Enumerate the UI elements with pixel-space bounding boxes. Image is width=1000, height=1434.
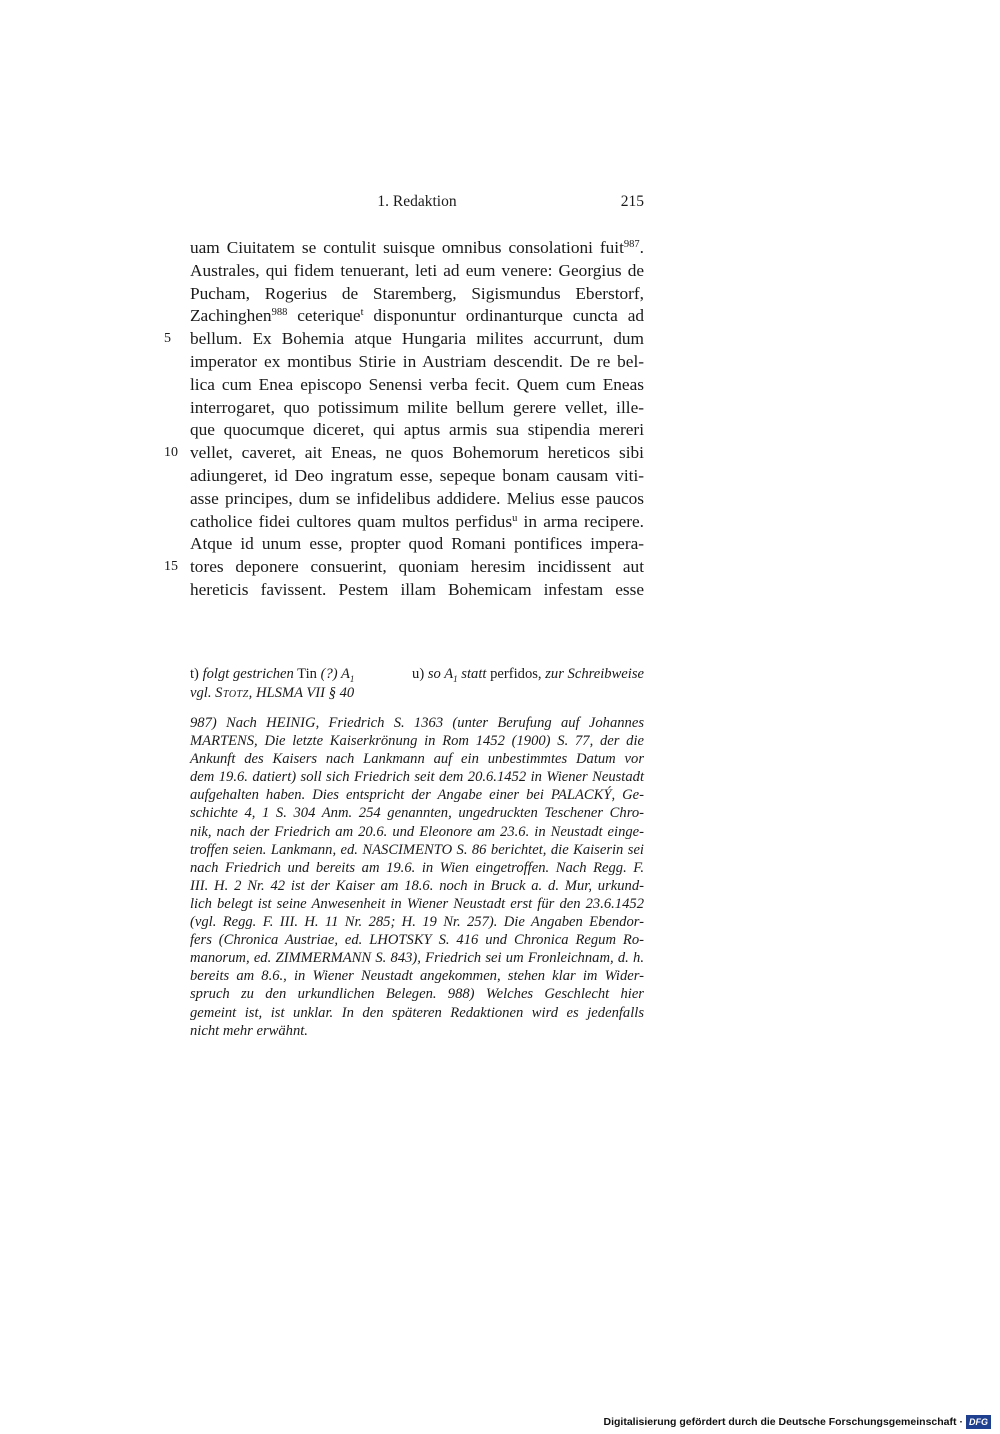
text-line: 15 tores deponere consuerint, quoniam heresim incidissent aut xyxy=(190,556,644,579)
footnote-line: nicht mehr erwähnt. xyxy=(190,1022,308,1039)
footnote-line: bereits am 8.6., in Wiener Neustadt angekommen, stehen klar im Wider- xyxy=(190,968,644,985)
footnote-line: MARTENS, Die letzte Kaiserkrönung in Rom 1452 (1900) S. 77, der die xyxy=(190,733,644,750)
footnote-line: (vgl. Regg. F. III. H. 11 Nr. 285; H. 19 Nr. 257). Die Angaben Ebendor- xyxy=(190,914,644,931)
footnote-line: gemeint ist, ist unklar. In den späteren Redaktionen wird es jedenfalls xyxy=(190,1004,644,1021)
page-number: 215 xyxy=(620,193,644,210)
text-line: 10 vellet, caveret, ait Eneas, ne quos Bohemorum hereticos sibi xyxy=(190,442,644,465)
text-line: que quocumque diceret, qui aptus armis sua stipendia mereri xyxy=(190,420,644,440)
text-line: interrogaret, quo potissimum milite bellum gerere vellet, ille- xyxy=(190,397,644,417)
text-line: catholice fidei cultores quam multos perfidus$^u$ in arma recipere. xyxy=(190,511,644,531)
footnotes xyxy=(190,714,644,1040)
footnote-line: Ankunft des Kaisers nach Lankmann auf ein unbestimmtes Datum vor xyxy=(190,751,644,768)
text-line: 5 bellum. Ex Bohemia atque Hungaria milites accurrunt, dum xyxy=(190,328,644,351)
text-line: Australes, qui fidem tenuerant, leti ad eum venere: Georgius de xyxy=(190,260,644,280)
running-title: 1. Redaktion xyxy=(377,193,457,210)
text-line: hereticis favissent. Pestem illam Bohemicam infestam esse xyxy=(190,579,644,599)
apparatus-row xyxy=(190,665,644,684)
footnote-line: troffen seien. Lankmann, ed. NASCIMENTO S. 86 berichtet, die Kaiserin sei xyxy=(190,841,644,858)
critical-apparatus xyxy=(190,665,644,702)
credit-text: Digitalisierung gefördert durch die Deutsche Forschungsgemeinschaft xyxy=(603,1416,957,1428)
apparatus-row xyxy=(190,684,644,703)
text-line: Atque id unum esse, propter quod Romani pontifices impera- xyxy=(190,534,644,554)
apparatus-note-t: t) folgt gestrichen Tin (?) $A_1$ xyxy=(190,666,355,684)
main-text xyxy=(164,237,644,602)
footnote-line: spruch zu den urkundlichen Belegen. 988) Welches Geschlecht hier xyxy=(190,986,644,1003)
line-number: 15 xyxy=(164,559,178,575)
dfg-credit xyxy=(604,1414,991,1430)
line-number: 10 xyxy=(164,445,178,461)
footnote-line: fers (Chronica Austriae, ed. LHOTSKY S. 416 und Chronica Regum Ro- xyxy=(190,932,644,949)
apparatus-note-u-continued: vgl. Stotz, HLSMA VII § 40 xyxy=(190,684,355,701)
footnote-ref: u xyxy=(512,512,518,524)
footnote-line: lich belegt ist seine Anwesenheit in Wiener Neustadt erst für den 23.6.1452 xyxy=(190,895,644,912)
footnote-ref: 988 xyxy=(271,307,288,319)
text-line: Pucham, Rogerius de Staremberg, Sigismundus Eberstorf, xyxy=(190,283,644,303)
footnote-line: manorum, ed. ZIMMERMANN S. 843), Friedrich sei um Fronleichnam, d. h. xyxy=(190,950,644,967)
text-line: Zachinghen$^{988}$ ceterique$^t$ disponuntur ordinanturque cuncta ad xyxy=(190,306,644,326)
footnote-line: schichte 4, 1 S. 304 Anm. 254 genannten, ungedruckten Teschener Chro- xyxy=(190,805,644,822)
text-line: uam Ciuitatem se contulit suisque omnibus consolationi fuit$^{987}$. xyxy=(190,238,644,257)
text-line: lica cum Enea episcopo Senensi verba fecit. Quem cum Eneas xyxy=(190,374,644,394)
footnote-line: aufgehalten haben. Dies entspricht der Angabe einer bei PALACKÝ, Ge- xyxy=(190,787,644,804)
credit-separator: · xyxy=(959,1416,963,1428)
apparatus-ref: t xyxy=(360,307,364,319)
text-line: adiungeret, id Deo ingratum esse, sepeque bonam causam viti- xyxy=(190,465,644,485)
running-header xyxy=(190,193,644,215)
footnote-line: dem 19.6. datiert) soll sich Friedrich seit dem 20.6.1452 in Wiener Neustadt xyxy=(190,769,644,786)
footnote-line: III. H. 2 Nr. 42 ist der Kaiser am 18.6. noch in Bruck a. d. Mur, urkund- xyxy=(190,877,644,894)
text-line: imperator ex montibus Stirie in Austriam descendit. De re bel- xyxy=(190,351,644,371)
text-line: asse principes, dum se infidelibus addidere. Melius esse paucos xyxy=(190,488,644,508)
footnote-line: nik, nach der Friedrich am 20.6. und Eleonore am 23.6. in Neustadt einge- xyxy=(190,823,644,840)
dfg-logo-icon: DFG xyxy=(966,1415,991,1429)
line-number: 5 xyxy=(164,331,171,347)
apparatus-note-u: u) so $A_1$ statt perfidos, zur Schreibweise xyxy=(412,666,644,684)
footnote-line: nach Friedrich und bereits am 19.6. in Wien eingetroffen. Nach Regg. F. xyxy=(190,859,644,876)
footnote-line: 987) Nach HEINIG, Friedrich S. 1363 (unter Berufung auf Johannes xyxy=(190,715,644,731)
footnote-ref: 987 xyxy=(623,239,640,250)
